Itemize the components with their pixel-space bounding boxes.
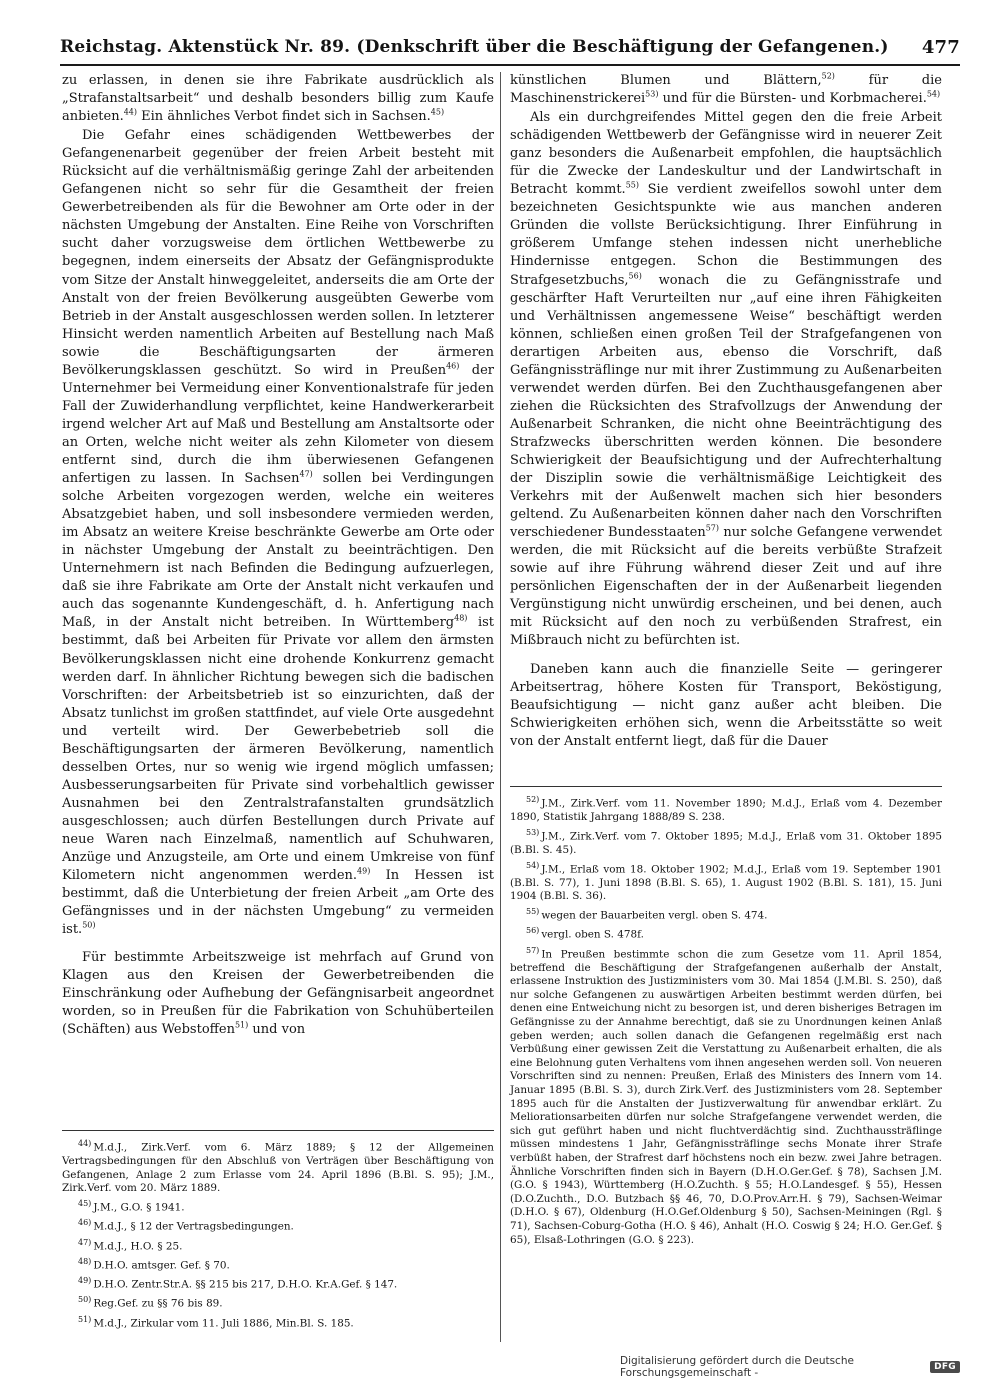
footnote-text: M.d.J., Zirkular vom 11. Juli 1886, Min.Bl. S. 185. [93, 1317, 354, 1329]
footnote-ref: 55) [625, 180, 639, 190]
footnote [510, 944, 942, 1248]
footnote-text: M.d.J., § 12 der Vertragsbedingungen. [93, 1220, 294, 1233]
footnote-text: In Preußen bestimmte schon die zum Gesetze vom 11. April 1854, betreffend die Beschäftigung der Strafgefangenen außerhalb der Anstalt, erlassene Instruktion des Justizministers vom 30. Mai 1854 (J.M.Bl. S. 250), daß nur solche Gefangenen zu auswärtigen Arbeiten bestimmt werden dürfen, bei denen eine Entweichung nicht zu besorgen ist, und deren bisheriges Betragen im Gefängnisse zu der Annahme berechtigt, daß sie zu Unordnungen keinen Anlaß geben werden; auch sollen danach die Gefangenen regelmäßig erst nach Verbüßung einer gewissen Zeit die Verstattung zu Außenarbeit erhalten, die als eine Belohnung guten Verhaltens vom ihnen angesehen werden soll. Von neueren Vorschriften sind zu nennen: Preußen, Erlaß des Ministers des Innern vom 14. Januar 1895 (B.Bl. S. 3), durch Zirk.Verf. des Justizministers vom 28. September 1895 auch für die Anstalten der Justizverwaltung für anwendbar erklärt. Zu Meliorationsarbeiten dürfen nur solche Strafgefangene verwendet werden, die sich gut geführt haben und nicht fluchtverdächtig sind. Zuchthaussträflinge müssen mindestens 1 Jahr, Gefängnissträflinge sechs Monate ihrer Strafe verbüßt haben, der Strafrest darf höchstens noch ein bezw. zwei Jahre betragen. Ähnliche Vorschriften finden sich in Bayern (D.H.O.Ger.Gef. § 78), Sachsen J.M. (G.O. § 1943), Württemberg (H.O.Zuchth. § 55; H.O.Landesgef. § 55), Hessen (D.O.Zuchth., D.O. Butzbach §§ 46, 70, D.O.Prov.Arr.H. § 79), Sachsen-Weimar (D.H.O. § 67), Oldenburg (H.O.Gef.Oldenburg § 50), Sachsen-Meiningen (Rgl. § 71), Sachsen-Coburg-Gotha (H.O. § 46), Anhalt (H.O. Coswig § 24; H.O. Ger.Gef. § 65), Elsaß-Lothringen (G.O. § 223). [510, 948, 942, 1246]
footnote [62, 1274, 494, 1292]
right-column-body [510, 72, 942, 777]
footnote-text: wegen der Bauarbeiten vergl. oben S. 474. [541, 909, 768, 922]
footnote [510, 859, 942, 904]
running-title: Reichstag. Aktenstück Nr. 89. (Denkschrift über die Beschäftigung der Gefangenen.) [60, 37, 889, 57]
paragraph-text: und von [248, 1022, 306, 1038]
paragraph-text: Als ein durchgreifendes Mittel gegen den die freie Arbeit schädigenden Wettbewerb der Gefängnisse wird in neuerer Zeit ganz besonders die Außenarbeit empfohlen, die hauptsächlich für die Zwecke der Landeskultur und der Landwirtschaft in Betracht kommt. [510, 110, 942, 198]
footnote-number: 57) [526, 945, 540, 955]
footnote-ref: 56) [628, 271, 642, 281]
paragraph-text: künstlichen Blumen und Blättern, [510, 73, 822, 88]
body-paragraph [62, 72, 494, 126]
body-paragraph [62, 949, 494, 1039]
footnote-number: 48) [78, 1256, 92, 1266]
footnote [62, 1236, 494, 1254]
footnote [62, 1216, 494, 1234]
footnote-text: Reg.Gef. zu §§ 76 bis 89. [93, 1297, 223, 1310]
dfg-logo: DFG [930, 1361, 960, 1373]
footnote-ref: 49) [357, 866, 371, 876]
body-paragraph [510, 661, 942, 751]
paragraph-text: In Hessen ist bestimmt, daß die Unterbietung der freien Arbeit „am Orte des Gefängnisses und in der nächsten Umgebung“ zu vermeiden ist. [62, 868, 494, 938]
paragraph-text: Für bestimmte Arbeitszweige ist mehrfach auf Grund von Klagen aus den Kreisen der Gewerbetreibenden die Einschränkung oder Aufhebung der Gefängnisarbeit angeordnet worden, so in Preußen für die Fabrikation von Schuhüberteilen (Schäften) aus Webstoffen [62, 950, 494, 1038]
footnote [510, 793, 942, 825]
paragraph-text: zu erlassen, in denen sie ihre Fabrikate ausdrücklich als „Strafanstaltsarbeit“ und deshalb besonders billig zum Kaufe anbieten. [62, 73, 494, 125]
footnote-number: 44) [78, 1139, 92, 1148]
page-number: 477 [921, 36, 960, 58]
footnote [62, 1313, 494, 1331]
left-footnotes [62, 1137, 494, 1332]
column-divider [500, 72, 501, 1342]
footnote [510, 826, 942, 858]
footnote-text: J.M., Erlaß vom 18. Oktober 1902; M.d.J., Erlaß vom 19. September 1901 (B.Bl. S. 77), 1. Juni 1898 (B.Bl. S. 65), 1. August 1902 (B.Bl. S. 181), 15. Juni 1904 (B.Bl. S. 36). [510, 863, 942, 903]
credit-text: Digitalisierung gefördert durch die Deutsche Forschungsgemeinschaft - [620, 1355, 854, 1379]
footnote-text: J.M., Zirk.Verf. vom 7. Oktober 1895; M.d.J., Erlaß vom 31. Oktober 1895 (B.Bl. S. 45). [510, 830, 942, 856]
footnote-ref: 45) [430, 107, 445, 117]
paragraph-text: und für die Bürsten- und Korbmacherei. [658, 91, 927, 107]
paragraph-text: Sie verdient zweifellos sowohl unter dem bezeichneten Gesichtspunkte wie aus manchen anderen Gründen die vollste Berücksichtigung. Ihrer Einführung in größerem Umfange stehen indessen nicht unerhebliche Hindernisse entgegen. Schon die Bestimmungen des Strafgesetzbuchs, [510, 182, 943, 288]
footnote-number: 51) [78, 1314, 92, 1324]
body-paragraph [62, 127, 494, 939]
paragraph-text: der Unternehmer bei Vermeidung einer Konventionalstrafe für jeden Fall der Zuwiderhandlung verpflichtet, keine Handwerkerarbeit irgend welcher Art auf Maß und Bestellung am Anstaltsorte oder an Orten, welche nicht weiter als zehn Kilometer von diesem entfernt sind, durch die ihm überwiesenen Gefangenen anfertigen zu lassen. In Sachsen [62, 362, 494, 487]
footnote-ref: 50) [82, 920, 96, 930]
body-paragraph [510, 72, 942, 108]
footnote [510, 905, 942, 923]
footnote-number: 49) [78, 1276, 92, 1286]
footnote-text: M.d.J., H.O. § 25. [93, 1240, 183, 1252]
footnote [62, 1197, 494, 1215]
footnote-number: 50) [78, 1295, 92, 1305]
footnote-ref: 46) [446, 361, 460, 371]
footnote-ref: 54) [926, 89, 941, 99]
footnote-text: M.d.J., Zirk.Verf. vom 6. März 1889; § 12 der Allgemeinen Vertragsbedingungen für den Abschluß von Verträgen über Beschäftigung von Gefangenen, Anlage 2 zum Erlasse vom 24. April 1896 (B.Bl. S. 95); J.M., Zirk.Verf. vom 20. März 1889. [62, 1141, 494, 1195]
page-header [60, 30, 960, 66]
footnote-number: 52) [526, 795, 540, 804]
footnote-text: J.M., Zirk.Verf. vom 11. November 1890; M.d.J., Erlaß vom 4. Dezember 1890, Statistik Jahrgang 1888/89 S. 238. [510, 797, 942, 824]
footnote-ref: 57) [705, 523, 720, 533]
footnote-text: vergl. oben S. 478f. [541, 928, 644, 941]
paragraph-text: für die Maschinenstrickerei [510, 73, 942, 107]
footnote-number: 55) [526, 907, 540, 917]
paragraph-text: wonach die zu Gefängnisstrafe und geschärfter Haft Verurteilten nur „auf eine ihren Fähigkeiten und Verhältnissen angemessene Weise“ beschäftigt werden können, schließen einen großen Teil der Strafgefangenen von derartigen Arbeiten aus, ebenso die Vorschrift, daß Gefängnissträflinge nur mit ihrer Zustimmung zu Außenarbeiten verwendet werden dürfen. Bei den Zuchthausgefangenen aber ziehen die Rücksichten des Strafvollzugs der Anwendung der Außenarbeit Schranken, die nicht ohne Beeinträchtigung des Strafzwecks überschritten werden können. Die besondere Schwierigkeit der Beaufsichtigung und der Aufrechterhaltung der Disziplin sowie die verhältnismäßige Leichtigkeit des Verkehrs mit der Außenwelt machen sich hier besonders geltend. Zu Außenarbeiten können daher nach den Vorschriften verschiedener Bundesstaaten [510, 272, 942, 541]
footnote-number: 47) [78, 1237, 92, 1247]
footnote-number: 46) [78, 1218, 92, 1228]
footnote-ref: 44) [123, 107, 138, 117]
paragraph-text: Die Gefahr eines schädigenden Wettbewerbes der Gefangenenarbeit gegenüber der freien Arbeit besteht mit Rücksicht auf die verhältnismäßig geringe Zahl der arbeitenden Gefangenen nicht so sehr für die Gesamtheit der freien Gewerbetreibenden als für die Bewohner am Orte oder in der nächsten Umgebung der Anstalten. Eine Reihe von Vorschriften sucht daher vorzugsweise dem örtlichen Wettbewerbe zu begegnen, indem einerseits der Absatz der Gefängnisprodukte vom Sitze der Anstalt hinweggeleitet, anderseits die am Orte der Anstalt von der freien Bevölkerung ausgeübten Gewerbe vom Betrieb in der Anstalt ausgeschlossen werden sollen. In letzterer Hinsicht werden namentlich Arbeiten auf Bestellung nach Maß sowie die Beschäftigungsarten der ärmeren Bevölkerungsklassen geschützt. So wird in Preußen [62, 128, 494, 378]
footnote [510, 924, 942, 942]
digitization-credit [620, 1355, 960, 1379]
paragraph-text: Ein ähnliches Verbot findet sich in Sachsen. [137, 109, 431, 125]
footnote-number: 53) [526, 827, 540, 837]
paragraph-text: nur solche Gefangene verwendet werden, die mit Rücksicht auf die bereits verbüßte Strafzeit sowie auf ihre Führung während dieser Zeit und auf ihre persönlichen Eigenschaften der in der Außenarbeit liegenden Vergünstigung nicht unwürdig erscheinen, und bei denen, auch mit Rücksicht auf den noch zu verbüßenden Strafrest, ein Mißbrauch nicht zu befürchten ist. [510, 525, 942, 649]
footnote-number: 56) [526, 926, 540, 936]
footnote-text: J.M., G.O. § 1941. [93, 1201, 185, 1214]
right-footnotes [510, 793, 942, 1248]
footnote-ref: 47) [299, 469, 313, 479]
footnote [62, 1255, 494, 1273]
left-column-body [62, 72, 494, 1072]
paragraph-text: ist bestimmt, daß bei Arbeiten für Private vor allem den ärmsten Bevölkerungsklassen nicht eine drohende Konkurrenz gemacht werden darf. In ähnlicher Richtung bewegen sich die badischen Vorschriften: der Arbeitsbetrieb ist so einzurichten, daß der Absatz tunlichst im großen stattfindet, auf viele Orte ausgedehnt und verteilt wird. Der Gewerbebetrieb soll die Beschäftigungsarten der ärmeren Bevölkerung, namentlich desselben Ortes, nur so wenig wie irgend möglich umfassen; Ausbesserungsarbeiten für Private sind vorbehaltlich gewisser Ausnahmen bei den Zentralstrafanstalten grundsätzlich ausgeschlossen; auch dürfen Bestellungen durch Private auf neue Waren nach Einzelmaß, namentlich auf Schuhwaren, Anzüge und Anzugsteile, am Orte und einem Umkreise von fünf Kilometern nicht angenommen werden. [62, 615, 494, 884]
paragraph-text: sollen bei Verdingungen solche Arbeiten vorgezogen werden, welche ein weiteres Absatzgebiet haben, und soll insbesondere vermieden werden, im Absatz an weitere Kreise beschränkte Gewerbe am Orte oder in nächster Umgebung der Anstalt zu beeinträchtigen. Den Unternehmern ist nach Befinden die Bedingung aufzuerlegen, daß sie ihre Fabrikate am Orte der Anstalt nicht verkaufen und auch das sogenannte Kundengeschäft, d. h. Anfertigung nach Maß, in der Anstalt nicht betreiben. In Württemberg [62, 471, 494, 631]
footnote-ref: 53) [645, 89, 659, 99]
footnote-text: D.H.O. Zentr.Str.A. §§ 215 bis 217, D.H.O. Kr.A.Gef. § 147. [93, 1278, 398, 1291]
footnote-ref: 48) [454, 614, 468, 624]
footnote [62, 1293, 494, 1311]
footnote-text: D.H.O. amtsger. Gef. § 70. [93, 1259, 230, 1272]
footnote-ref: 51) [234, 1021, 249, 1031]
footnote-ref: 52) [821, 71, 835, 81]
right-footnote-rule [510, 786, 942, 787]
footnote-number: 54) [526, 860, 540, 870]
paragraph-text: Daneben kann auch die finanzielle Seite — geringerer Arbeitsertrag, höhere Kosten für Transport, Beköstigung, Beaufsichtigung — nicht ganz außer acht bleiben. Die Schwierigkeiten erhöhen sich, wenn die Arbeitsstätte so weit von der Anstalt entfernt liegt, daß für die Dauer [510, 661, 942, 749]
left-footnote-rule [62, 1130, 494, 1131]
footnote [62, 1137, 494, 1196]
body-paragraph [510, 109, 942, 650]
footnote-number: 45) [78, 1199, 92, 1209]
